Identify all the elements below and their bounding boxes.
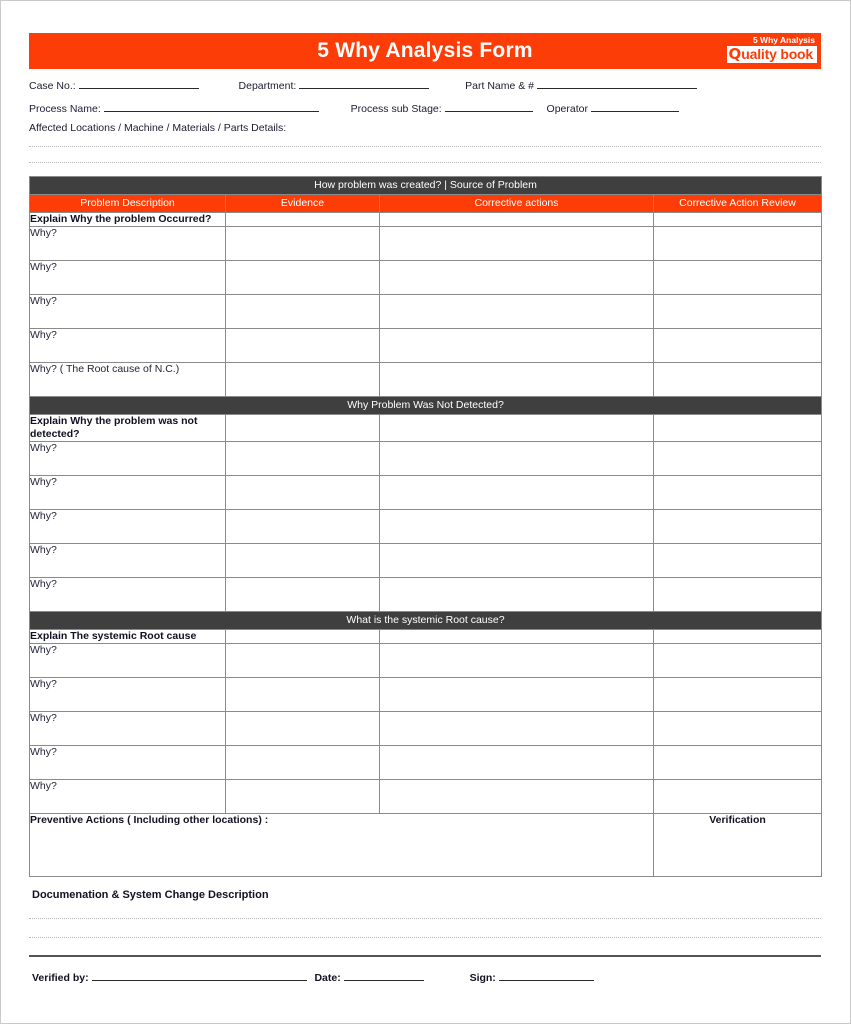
table-row (30, 544, 822, 578)
verification-label[interactable]: Verification (654, 814, 822, 877)
section-2-explain-review-cell[interactable] (654, 415, 822, 442)
field-sign-label: Sign: (469, 972, 496, 984)
affected-locations-label: Affected Locations / Machine / Materials / Parts Details: (29, 122, 287, 134)
table-row (30, 578, 822, 612)
section-2-evidence-cell-3[interactable] (226, 510, 380, 544)
section-3-evidence-cell-1[interactable] (226, 644, 380, 678)
section-3-explain-corrective-cell[interactable] (380, 630, 654, 644)
field-operator (547, 100, 679, 115)
section-1-review-cell-5[interactable] (654, 363, 822, 397)
section-2-corrective-cell-4[interactable] (380, 544, 654, 578)
field-case-no (29, 77, 199, 92)
column-header-corrective-action-review: Corrective Action Review (654, 195, 822, 213)
field-process-sub-stage-label: Process sub Stage: (350, 103, 442, 115)
field-verified-by-label: Verified by: (32, 972, 89, 984)
field-process-sub-stage-input[interactable] (445, 100, 533, 112)
section-3-explain-review-cell[interactable] (654, 630, 822, 644)
field-sign (470, 969, 594, 984)
section-1-why-label-1: Why? (30, 227, 226, 261)
section-1-evidence-cell-2[interactable] (226, 261, 380, 295)
section-3-title: What is the systemic Root cause? (30, 612, 822, 630)
documentation-line-1[interactable] (29, 918, 821, 919)
section-title-row (30, 612, 822, 630)
section-3-evidence-cell-2[interactable] (226, 678, 380, 712)
field-part-name-input[interactable] (537, 77, 697, 89)
title-banner (29, 33, 821, 69)
field-verified-by (32, 969, 307, 984)
table-row (30, 510, 822, 544)
field-department-label: Department: (238, 80, 297, 92)
field-process-sub-stage (351, 100, 533, 115)
logo-wordmark (727, 46, 817, 63)
field-department (239, 77, 430, 92)
section-2-evidence-cell-2[interactable] (226, 476, 380, 510)
section-3-corrective-cell-4[interactable] (380, 746, 654, 780)
table-row (30, 678, 822, 712)
section-3-review-cell-3[interactable] (654, 712, 822, 746)
preventive-actions-row (30, 814, 822, 877)
table-row (30, 227, 822, 261)
quality-book-logo (713, 35, 817, 67)
table-row (30, 746, 822, 780)
field-part-name (465, 77, 697, 92)
section-1-why-label-5: Why? ( The Root cause of N.C.) (30, 363, 226, 397)
preventive-actions-label[interactable]: Preventive Actions ( Including other locations) : (30, 814, 654, 877)
section-1-corrective-cell-5[interactable] (380, 363, 654, 397)
table-row (30, 295, 822, 329)
table-row (30, 780, 822, 814)
section-2-why-label-4: Why? (30, 544, 226, 578)
field-department-input[interactable] (299, 77, 429, 89)
section-1-explain-corrective-cell[interactable] (380, 213, 654, 227)
section-3-corrective-cell-3[interactable] (380, 712, 654, 746)
field-part-name-label: Part Name & # (465, 80, 535, 92)
section-3-why-label-4: Why? (30, 746, 226, 780)
table-row (30, 363, 822, 397)
section-2-why-label-3: Why? (30, 510, 226, 544)
section-2-review-cell-3[interactable] (654, 510, 822, 544)
section-3-review-cell-1[interactable] (654, 644, 822, 678)
section-1-evidence-cell-1[interactable] (226, 227, 380, 261)
section-2-explain-evidence-cell[interactable] (226, 415, 380, 442)
field-case-no-label: Case No.: (29, 80, 76, 92)
section-1-corrective-cell-1[interactable] (380, 227, 654, 261)
logo-tagline: 5 Why Analysis (752, 35, 815, 45)
column-header-evidence: Evidence (226, 195, 380, 213)
column-header-problem-description: Problem Description (30, 195, 226, 213)
logo-q-glyph-icon: Q (728, 45, 742, 63)
section-2-why-label-1: Why? (30, 442, 226, 476)
section-3-explain-evidence-cell[interactable] (226, 630, 380, 644)
section-3-evidence-cell-3[interactable] (226, 712, 380, 746)
section-1-review-cell-3[interactable] (654, 295, 822, 329)
field-date-label: Date: (314, 972, 341, 984)
section-3-corrective-cell-1[interactable] (380, 644, 654, 678)
section-1-review-cell-1[interactable] (654, 227, 822, 261)
section-1-review-cell-2[interactable] (654, 261, 822, 295)
section-1-why-label-4: Why? (30, 329, 226, 363)
section-1-explain-review-cell[interactable] (654, 213, 822, 227)
field-date (314, 969, 423, 984)
section-2-explain-corrective-cell[interactable] (380, 415, 654, 442)
section-2-review-cell-1[interactable] (654, 442, 822, 476)
section-3-evidence-cell-4[interactable] (226, 746, 380, 780)
section-3-why-label-5: Why? (30, 780, 226, 814)
section-3-review-cell-5[interactable] (654, 780, 822, 814)
section-2-explain-label: Explain Why the problem was not detected? (30, 415, 226, 442)
section-2-evidence-cell-4[interactable] (226, 544, 380, 578)
section-1-evidence-cell-3[interactable] (226, 295, 380, 329)
documentation-line-2[interactable] (29, 937, 821, 938)
section-1-corrective-cell-4[interactable] (380, 329, 654, 363)
section-title-row (30, 397, 822, 415)
section-2-evidence-cell-5[interactable] (226, 578, 380, 612)
section-3-corrective-cell-5[interactable] (380, 780, 654, 814)
table-row (30, 712, 822, 746)
logo-wordmark-text: uality book (741, 46, 813, 62)
section-2-title: Why Problem Was Not Detected? (30, 397, 822, 415)
table-row (30, 644, 822, 678)
section-1-why-label-2: Why? (30, 261, 226, 295)
field-verified-by-input[interactable] (92, 969, 307, 981)
field-process-name-label: Process Name: (29, 103, 101, 115)
section-2-review-cell-2[interactable] (654, 476, 822, 510)
explain-row (30, 630, 822, 644)
section-1-evidence-cell-5[interactable] (226, 363, 380, 397)
section-2-corrective-cell-3[interactable] (380, 510, 654, 544)
section-1-corrective-cell-2[interactable] (380, 261, 654, 295)
section-2-corrective-cell-2[interactable] (380, 476, 654, 510)
column-header-corrective-actions: Corrective actions (380, 195, 654, 213)
affected-locations-line-2[interactable] (29, 162, 821, 163)
five-why-table (29, 176, 822, 877)
documentation-change-title: Documenation & System Change Description (32, 889, 269, 901)
field-date-input[interactable] (344, 969, 424, 981)
section-2-corrective-cell-5[interactable] (380, 578, 654, 612)
field-process-name-input[interactable] (104, 100, 319, 112)
section-2-corrective-cell-1[interactable] (380, 442, 654, 476)
signature-row (32, 969, 594, 984)
footer-divider (29, 955, 821, 957)
table-row (30, 442, 822, 476)
field-operator-label: Operator (546, 103, 588, 115)
field-operator-input[interactable] (591, 100, 679, 112)
section-3-why-label-3: Why? (30, 712, 226, 746)
section-1-explain-label: Explain Why the problem Occurred? (30, 213, 226, 227)
section-3-why-label-2: Why? (30, 678, 226, 712)
field-process-name (29, 100, 319, 115)
section-3-corrective-cell-2[interactable] (380, 678, 654, 712)
section-1-why-label-3: Why? (30, 295, 226, 329)
section-2-review-cell-5[interactable] (654, 578, 822, 612)
table-row (30, 476, 822, 510)
section-3-evidence-cell-5[interactable] (226, 780, 380, 814)
affected-locations-line-1[interactable] (29, 146, 821, 147)
explain-row (30, 415, 822, 442)
field-case-no-input[interactable] (79, 77, 199, 89)
section-2-why-label-5: Why? (30, 578, 226, 612)
header-row-2 (29, 100, 679, 115)
section-3-explain-label: Explain The systemic Root cause (30, 630, 226, 644)
page-title: 5 Why Analysis Form (317, 39, 533, 62)
section-1-corrective-cell-3[interactable] (380, 295, 654, 329)
section-3-review-cell-4[interactable] (654, 746, 822, 780)
section-2-why-label-2: Why? (30, 476, 226, 510)
column-header-row (30, 195, 822, 213)
header-row-1 (29, 77, 697, 92)
section-1-title: How problem was created? | Source of Problem (30, 177, 822, 195)
section-3-why-label-1: Why? (30, 644, 226, 678)
section-1-review-cell-4[interactable] (654, 329, 822, 363)
table-row (30, 329, 822, 363)
section-1-explain-evidence-cell[interactable] (226, 213, 380, 227)
section-1-evidence-cell-4[interactable] (226, 329, 380, 363)
section-2-review-cell-4[interactable] (654, 544, 822, 578)
section-title-row (30, 177, 822, 195)
field-sign-input[interactable] (499, 969, 594, 981)
explain-row (30, 213, 822, 227)
section-2-evidence-cell-1[interactable] (226, 442, 380, 476)
section-3-review-cell-2[interactable] (654, 678, 822, 712)
table-row (30, 261, 822, 295)
